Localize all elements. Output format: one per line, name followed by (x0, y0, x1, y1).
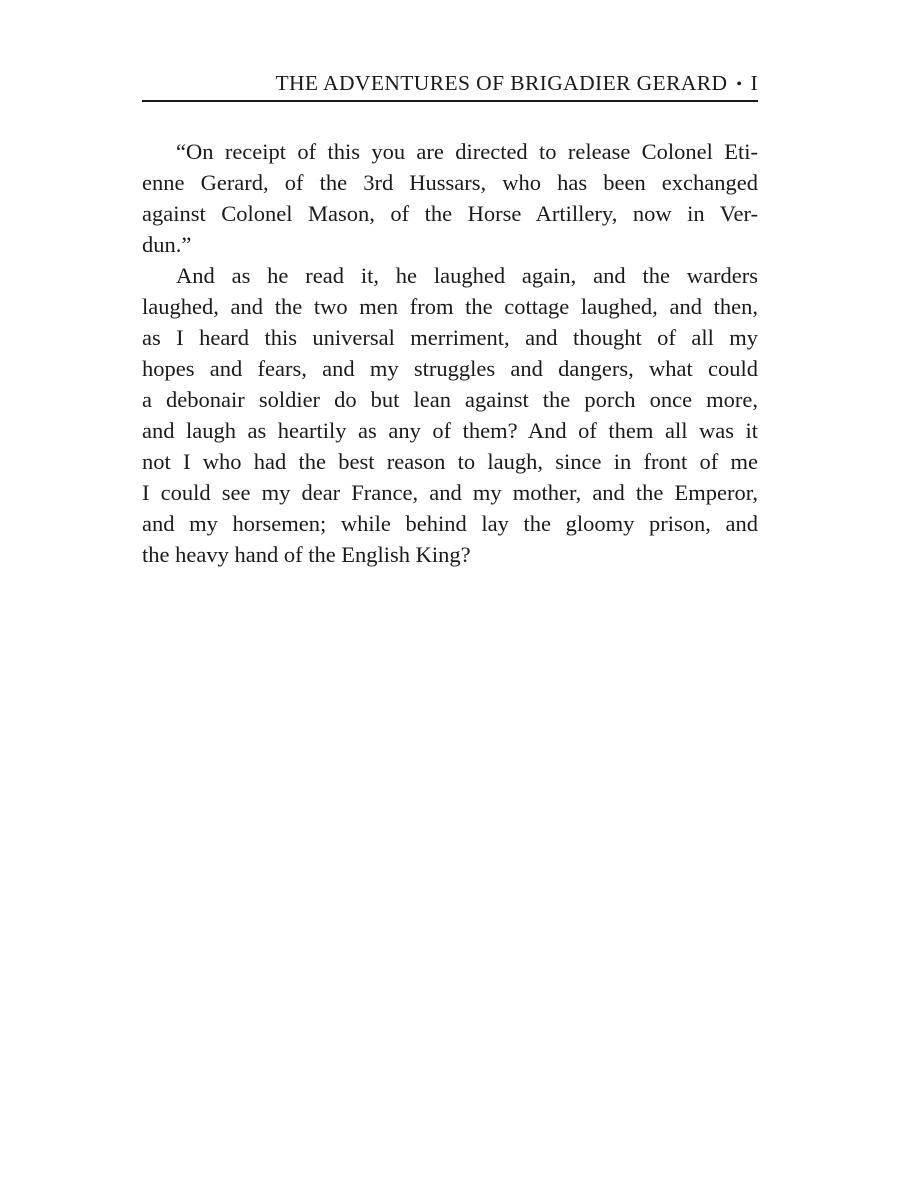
text-line: laughed, and the two men from the cottage laughed, and then, (142, 294, 758, 319)
text-line: “On receipt of this you are directed to release Colonel Eti- (176, 139, 758, 164)
text-line: against Colonel Mason, of the Horse Artillery, now in Ver- (142, 201, 758, 226)
book-title: THE ADVENTURES OF BRIGADIER GERARD (275, 71, 728, 96)
running-header (142, 68, 758, 102)
paragraph-1 (142, 136, 758, 260)
text-line: And as he read it, he laughed again, and the warders (176, 263, 758, 288)
body-text (142, 136, 758, 570)
text-line: dun.” (142, 232, 192, 257)
text-line: hopes and fears, and my struggles and dangers, what could (142, 356, 758, 381)
text-line: the heavy hand of the English King? (142, 542, 471, 567)
text-line: a debonair soldier do but lean against the porch once more, (142, 387, 758, 412)
text-line: and my horsemen; while behind lay the gloomy prison, and (142, 511, 758, 536)
header-separator: • (736, 76, 743, 93)
text-line: enne Gerard, of the 3rd Hussars, who has been exchanged (142, 170, 758, 195)
text-line: and laugh as heartily as any of them? And of them all was it (142, 418, 758, 443)
text-line: as I heard this universal merriment, and thought of all my (142, 325, 758, 350)
text-line: I could see my dear France, and my mother, and the Emperor, (142, 480, 758, 505)
paragraph-2 (142, 260, 758, 570)
page-number: I (750, 71, 758, 96)
text-line: not I who had the best reason to laugh, since in front of me (142, 449, 758, 474)
